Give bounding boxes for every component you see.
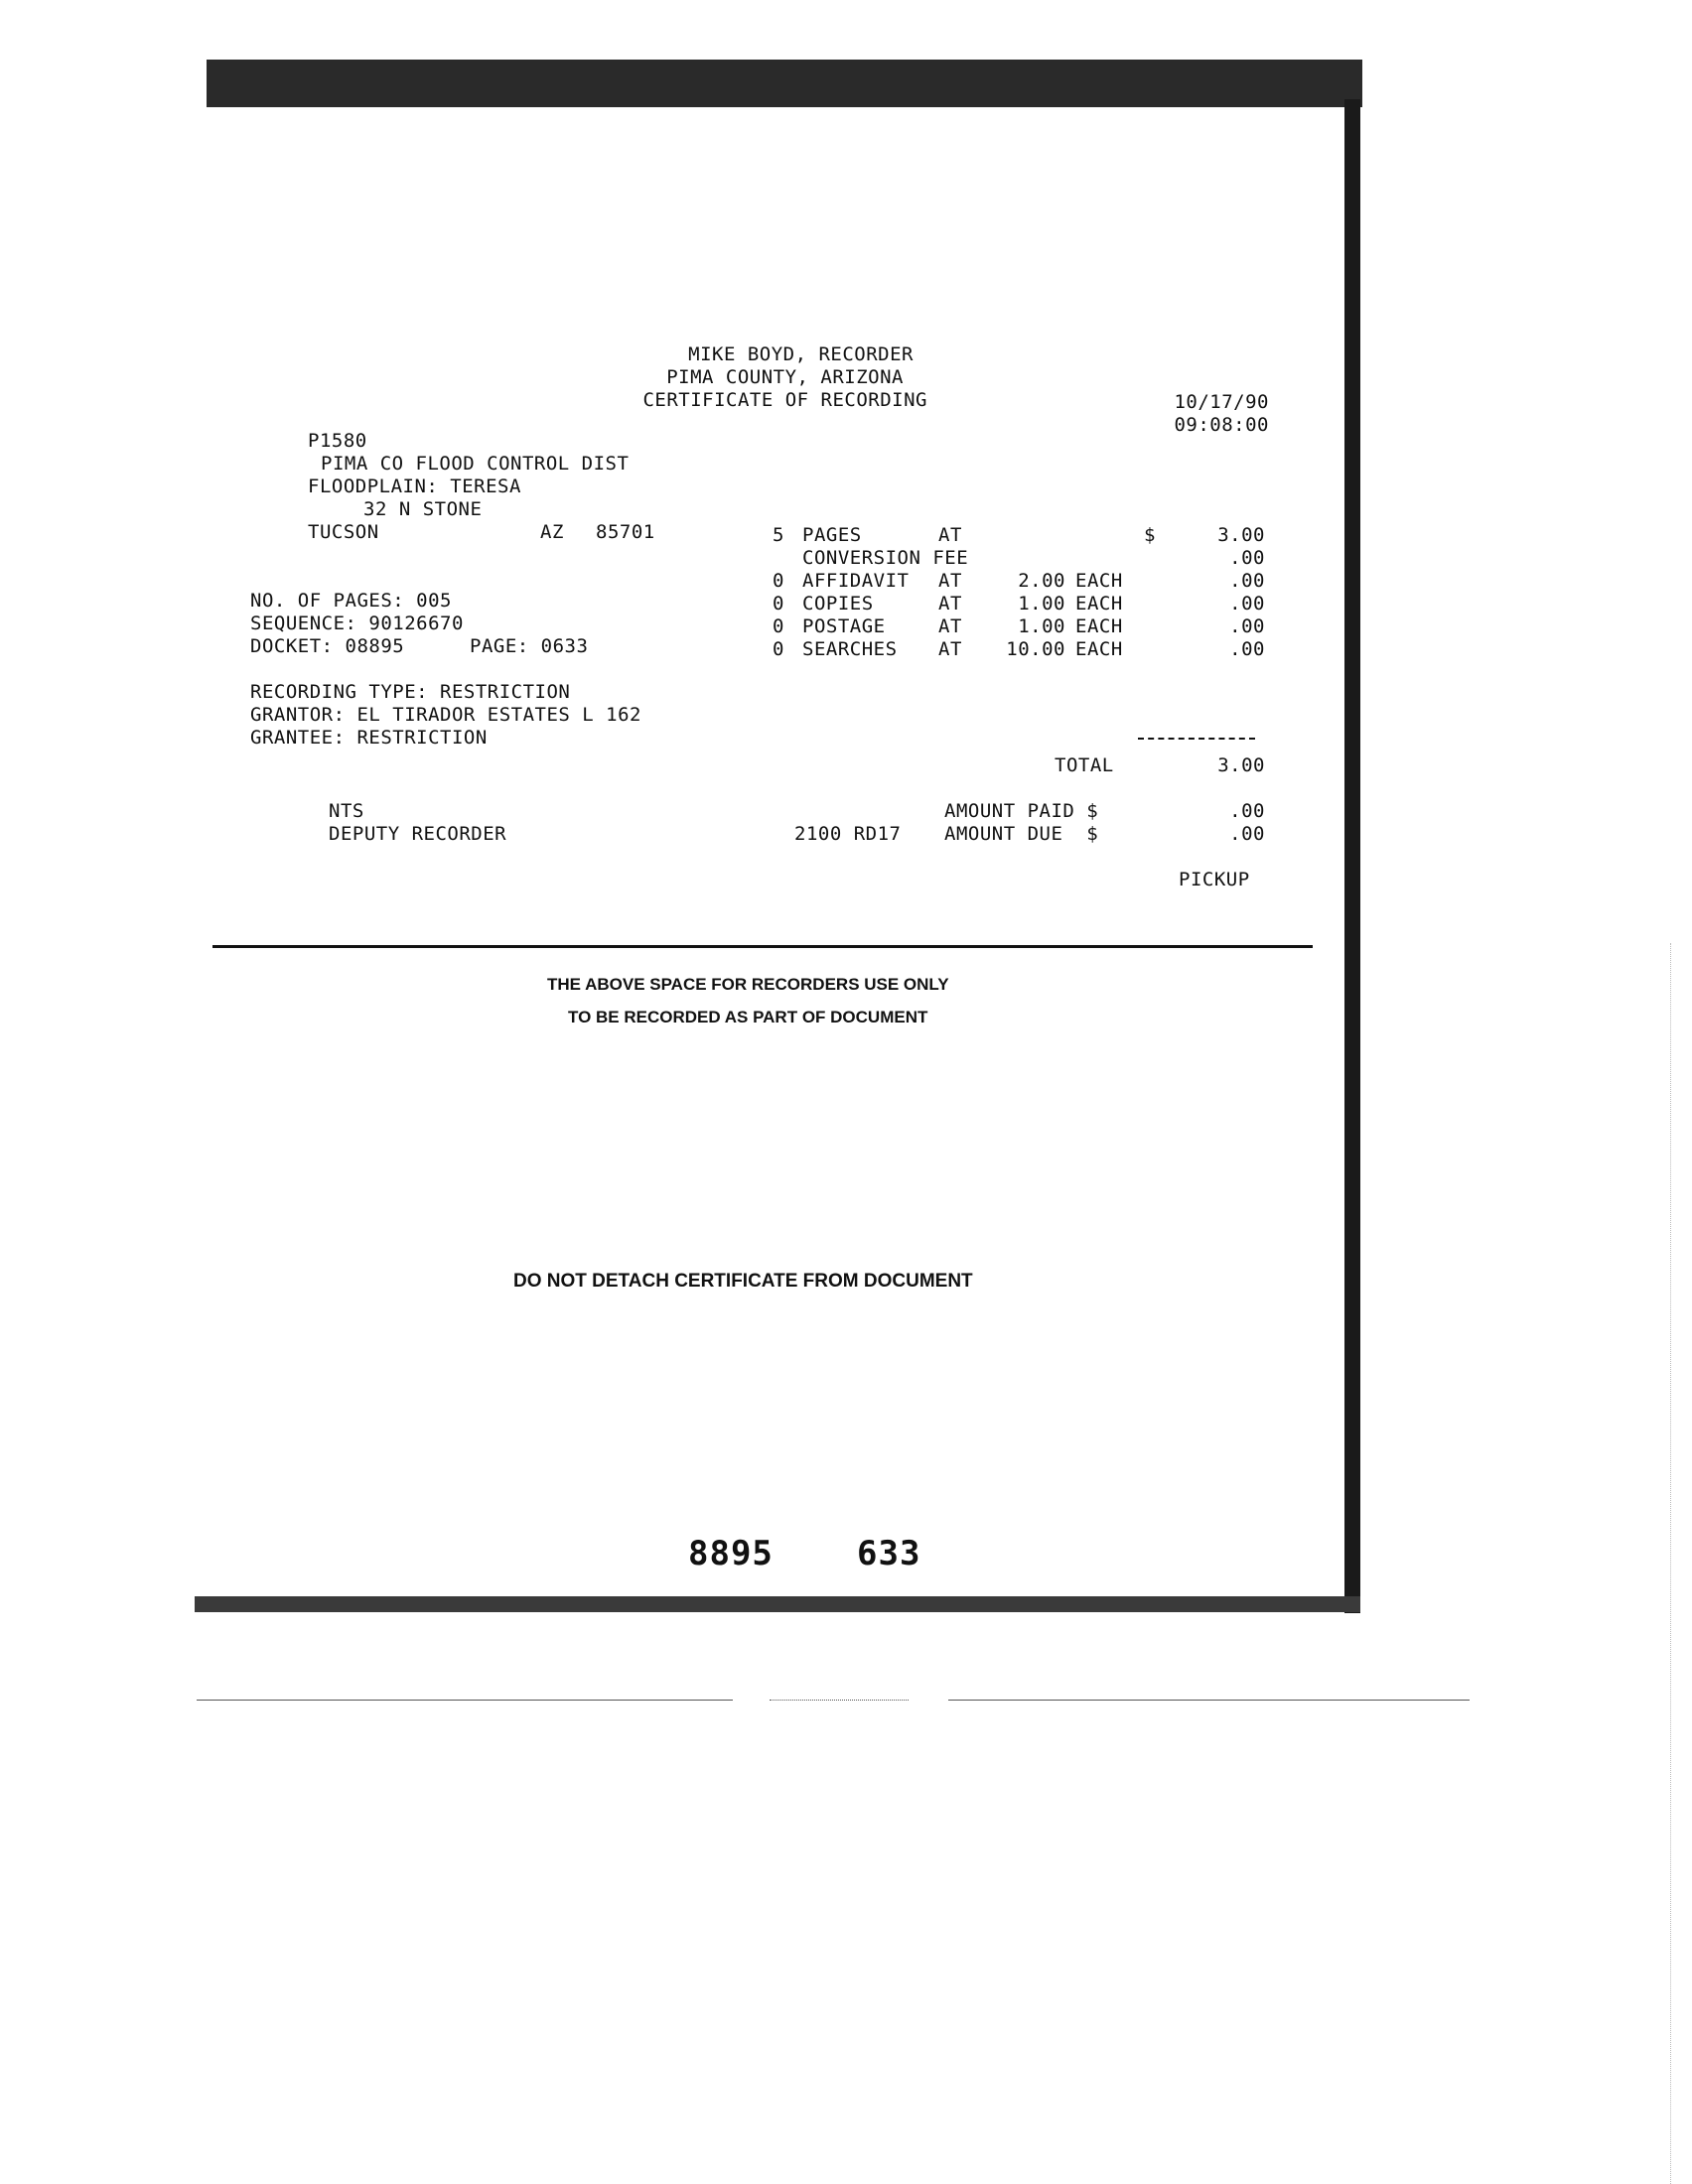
station-code: 2100 RD17 — [794, 823, 902, 845]
scan-artifact-edge — [1670, 943, 1671, 2184]
addressee-zip: 85701 — [596, 521, 655, 543]
number-of-pages: NO. OF PAGES: 005 — [250, 590, 452, 612]
fee-each: EACH — [1075, 570, 1123, 592]
fee-item: AFFIDAVIT — [802, 570, 910, 592]
fee-at: AT — [938, 570, 962, 592]
total-rule — [1138, 738, 1255, 740]
fee-amount: .00 — [1229, 615, 1265, 637]
fee-rate: 1.00 — [1018, 615, 1065, 637]
scan-artifact-line — [948, 1700, 1470, 1701]
record-as-part-notice: TO BE RECORDED AS PART OF DOCUMENT — [568, 1008, 928, 1026]
fee-amount: .00 — [1229, 638, 1265, 660]
fee-currency: $ — [1144, 524, 1156, 546]
recorders-use-notice: THE ABOVE SPACE FOR RECORDERS USE ONLY — [547, 975, 949, 994]
scan-bottom-band — [195, 1596, 1360, 1612]
fee-amount: .00 — [1229, 593, 1265, 614]
fee-qty: 0 — [773, 593, 784, 614]
fee-qty: 0 — [773, 615, 784, 637]
scan-artifact-line — [197, 1700, 733, 1701]
record-date: 10/17/90 — [1174, 391, 1269, 413]
fee-item: COPIES — [802, 593, 874, 614]
fee-item: CONVERSION FEE — [802, 547, 969, 569]
do-not-detach-notice: DO NOT DETACH CERTIFICATE FROM DOCUMENT — [513, 1271, 973, 1292]
addressee-code: P1580 — [308, 430, 367, 452]
amount-paid-value: .00 — [1229, 800, 1265, 822]
fee-amount: 3.00 — [1217, 524, 1265, 546]
docket-number: DOCKET: 08895 — [250, 635, 405, 657]
delivery-method: PICKUP — [1179, 869, 1250, 890]
fee-qty: 0 — [773, 638, 784, 660]
grantor: GRANTOR: EL TIRADOR ESTATES L 162 — [250, 704, 641, 726]
addressee-state: AZ — [540, 521, 564, 543]
total-label: TOTAL — [1055, 754, 1114, 776]
stamp-page: 633 — [857, 1534, 921, 1573]
county-state: PIMA COUNTY, ARIZONA — [666, 366, 904, 388]
fee-qty: 0 — [773, 570, 784, 592]
addressee-name: PIMA CO FLOOD CONTROL DIST — [321, 453, 630, 475]
fee-item: PAGES — [802, 524, 862, 546]
deputy-initials: NTS — [329, 800, 364, 822]
fee-at: AT — [938, 615, 962, 637]
recorder-divider — [212, 945, 1313, 948]
sequence-number: SEQUENCE: 90126670 — [250, 613, 464, 634]
fee-each: EACH — [1075, 593, 1123, 614]
fee-at: AT — [938, 593, 962, 614]
addressee-street: 32 N STONE — [363, 498, 483, 520]
scan-top-band — [207, 60, 1362, 107]
fee-rate: 1.00 — [1018, 593, 1065, 614]
fee-rate: 2.00 — [1018, 570, 1065, 592]
amount-due-label: AMOUNT DUE $ — [944, 823, 1099, 845]
fee-qty: 5 — [773, 524, 784, 546]
scan-artifact-line — [770, 1700, 909, 1701]
total-value: 3.00 — [1217, 754, 1265, 776]
addressee-city: TUCSON — [308, 521, 379, 543]
fee-item: POSTAGE — [802, 615, 886, 637]
fee-amount: .00 — [1229, 547, 1265, 569]
stamp-docket: 8895 — [688, 1534, 774, 1573]
fee-at: AT — [938, 638, 962, 660]
fee-amount: .00 — [1229, 570, 1265, 592]
recording-type: RECORDING TYPE: RESTRICTION — [250, 681, 571, 703]
grantee: GRANTEE: RESTRICTION — [250, 727, 488, 749]
fee-at: AT — [938, 524, 962, 546]
amount-due-value: .00 — [1229, 823, 1265, 845]
fee-each: EACH — [1075, 638, 1123, 660]
fee-rate: 10.00 — [1006, 638, 1065, 660]
fee-each: EACH — [1075, 615, 1123, 637]
record-time: 09:08:00 — [1174, 414, 1269, 436]
docket-page: PAGE: 0633 — [470, 635, 589, 657]
recorder-name: MIKE BOYD, RECORDER — [688, 343, 914, 365]
deputy-title: DEPUTY RECORDER — [329, 823, 507, 845]
scan-right-edge — [1344, 99, 1360, 1613]
addressee-attention: FLOODPLAIN: TERESA — [308, 476, 521, 497]
amount-paid-label: AMOUNT PAID $ — [944, 800, 1099, 822]
certificate-title: CERTIFICATE OF RECORDING — [642, 389, 927, 411]
fee-item: SEARCHES — [802, 638, 898, 660]
